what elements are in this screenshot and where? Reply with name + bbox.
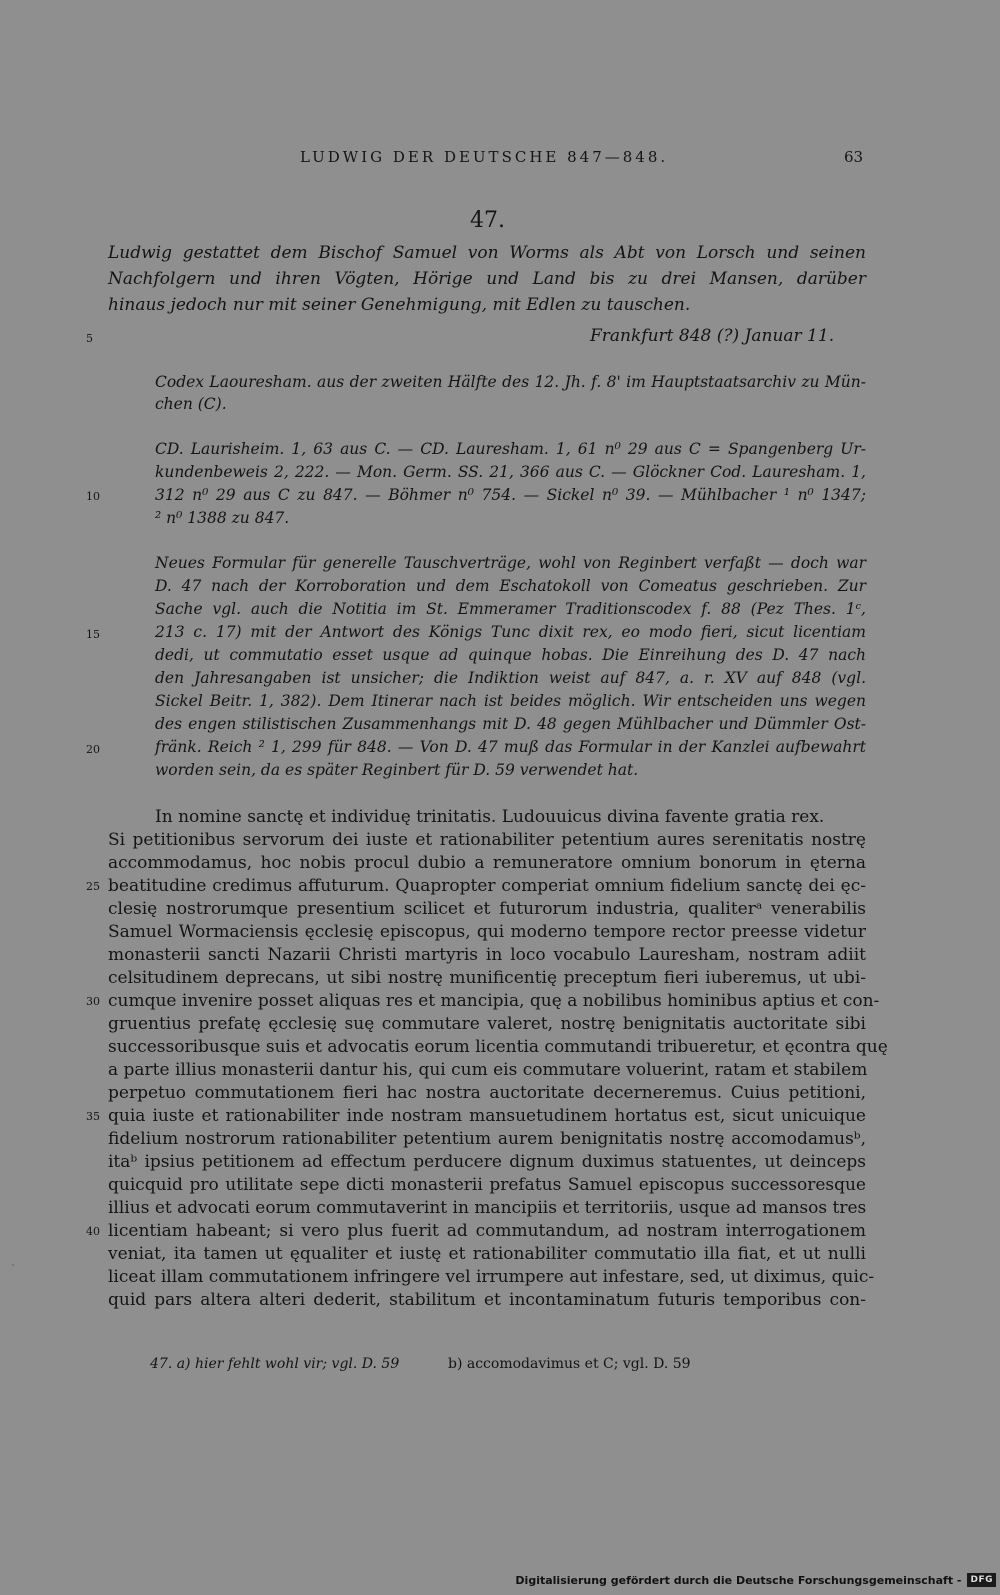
text-line: gruentius prefatę ęcclesię suę commutare valeret, nostrę benignitatis auctoritate sibi bbox=[108, 1014, 866, 1034]
text-line: a parte illius monasterii dantur his, qui cum eis commutare voluerint, ratam et stabilem bbox=[108, 1060, 868, 1080]
dateline: Frankfurt 848 (?) Januar 11. bbox=[590, 326, 835, 346]
commentary-line: dedi, ut commutatio esset usque ad quinque hobas. Die Einreihung des D. 47 nach bbox=[155, 646, 866, 664]
dfg-logo-icon: DFG bbox=[967, 1573, 996, 1587]
text-line: veniat, ita tamen ut ęqualiter et iustę et rationabiliter commutatio illa fiat, et ut nulli bbox=[108, 1244, 866, 1264]
text-line: quia iuste et rationabiliter inde nostram mansuetudinem hortatus est, sicut unicuique bbox=[108, 1106, 866, 1126]
commentary-line: fränk. Reich ² 1, 299 für 848. — Von D. 47 muß das Formular in der Kanzlei aufbewahrt bbox=[155, 738, 866, 756]
text-line: Samuel Wormaciensis ęcclesię episcopus, qui moderno tempore rector preesse videtur bbox=[108, 922, 866, 942]
margin-line-number: 20 bbox=[86, 743, 100, 756]
scan-speck bbox=[12, 1264, 14, 1266]
editions-line: 312 n⁰ 29 aus C zu 847. — Böhmer n⁰ 754. — Sickel n⁰ 39. — Mühlbacher ¹ n⁰ 1347; bbox=[155, 486, 866, 504]
tradition-line: chen (C). bbox=[155, 395, 227, 413]
text-line: quicquid pro utilitate sepe dicti monasterii prefatus Samuel episcopus successoresque bbox=[108, 1175, 866, 1195]
dfg-credit bbox=[515, 1569, 996, 1591]
margin-line-number: 10 bbox=[86, 490, 100, 503]
editions-line: ² n⁰ 1388 zu 847. bbox=[155, 509, 290, 527]
regest-line: hinaus jedoch nur mit seiner Genehmigung, mit Edlen zu tauschen. bbox=[108, 295, 691, 315]
text-line: itaᵇ ipsius petitionem ad effectum perducere dignum duximus statuentes, ut deinceps bbox=[108, 1152, 866, 1172]
margin-line-number: 35 bbox=[86, 1110, 100, 1123]
commentary-line: D. 47 nach der Korroboration und dem Eschatokoll von Comeatus geschrieben. Zur bbox=[155, 577, 866, 595]
page-number: 63 bbox=[844, 148, 864, 166]
text-line: celsitudinem deprecans, ut sibi nostrę munificentię preceptum fieri iuberemus, ut ubi- bbox=[108, 968, 866, 988]
margin-line-number: 40 bbox=[86, 1225, 100, 1238]
margin-line-number: 15 bbox=[86, 628, 100, 641]
text-line: beatitudine credimus affuturum. Quapropter comperiat omnium fidelium sanctę dei ęc- bbox=[108, 876, 866, 896]
margin-line-number: 25 bbox=[86, 880, 100, 893]
text-line: liceat illam commutationem infringere vel irrumpere aut infestare, sed, ut diximus, quic- bbox=[108, 1267, 875, 1287]
commentary-line: des engen stilistischen Zusammenhangs mit D. 48 gegen Mühlbacher und Dümmler Ost- bbox=[155, 715, 866, 733]
regest-line: Ludwig gestattet dem Bischof Samuel von Worms als Abt von Lorsch und seinen bbox=[108, 243, 866, 263]
editions-line: CD. Laurisheim. 1, 63 aus C. — CD. Lauresham. 1, 61 n⁰ 29 aus C = Spangenberg Ur- bbox=[155, 440, 866, 458]
margin-line-number: 5 bbox=[86, 332, 93, 345]
footnote-a: 47. a) hier fehlt wohl vir; vgl. D. 59 bbox=[150, 1356, 400, 1372]
text-line: Si petitionibus servorum dei iuste et rationabiliter petentium aures serenitatis nostrę bbox=[108, 830, 866, 850]
dfg-credit-text: Digitalisierung gefördert durch die Deutsche Forschungsgemeinschaft - bbox=[515, 1573, 962, 1587]
editions-line: kundenbeweis 2, 222. — Mon. Germ. SS. 21, 366 aus C. — Glöckner Cod. Lauresham. 1, bbox=[155, 463, 866, 481]
commentary-line: Sache vgl. auch die Notitia im St. Emmeramer Traditionscodex f. 88 (Pez Thes. 1ᶜ, bbox=[155, 600, 866, 618]
margin-line-number: 30 bbox=[86, 995, 100, 1008]
text-line: In nomine sanctę et individuę trinitatis. Ludouuicus divina favente gratia rex. bbox=[155, 807, 825, 827]
commentary-line: 213 c. 17) mit der Antwort des Königs Tunc dixit rex, eo modo fieri, sicut licentiam bbox=[155, 623, 866, 641]
text-line: successoribusque suis et advocatis eorum licentia commutandi tribueretur, et ęcontra quę bbox=[108, 1037, 888, 1057]
footnote-b: b) accomodavimus et C; vgl. D. 59 bbox=[448, 1356, 691, 1372]
commentary-line: den Jahresangaben ist unsicher; die Indiktion weist auf 847, a. r. XV auf 848 (vgl. bbox=[155, 669, 866, 687]
text-line: accommodamus, hoc nobis procul dubio a remuneratore omnium bonorum in ęterna bbox=[108, 853, 866, 873]
document-number: 47. bbox=[470, 208, 505, 233]
running-header-title: LUDWIG DER DEUTSCHE 847—848. bbox=[300, 148, 669, 166]
text-line: perpetuo commutationem fieri hac nostra auctoritate decerneremus. Cuius petitioni, bbox=[108, 1083, 866, 1103]
regest-line: Nachfolgern und ihren Vögten, Hörige und Land bis zu drei Mansen, darüber bbox=[108, 269, 866, 289]
text-line: fidelium nostrorum rationabiliter petentium aurem benignitatis nostrę accomodamusᵇ, bbox=[108, 1129, 866, 1149]
text-line: licentiam habeant; si vero plus fuerit ad commutandum, ad nostram interrogationem bbox=[108, 1221, 866, 1241]
text-line: illius et advocati eorum commutaverint in mancipiis et territoriis, usque ad mansos tres bbox=[108, 1198, 867, 1218]
text-line: clesię nostrorumque presentium scilicet et futurorum industria, qualiterᵃ venerabilis bbox=[108, 899, 866, 919]
text-line: quid pars altera alteri dederit, stabilitum et incontaminatum futuris temporibus con- bbox=[108, 1290, 866, 1310]
text-line: cumque invenire posset aliquas res et mancipia, quę a nobilibus hominibus aptius et con- bbox=[108, 991, 880, 1011]
tradition-line: Codex Laouresham. aus der zweiten Hälfte des 12. Jh. f. 8' im Hauptstaatsarchiv zu Mün- bbox=[155, 373, 866, 391]
text-line: monasterii sancti Nazarii Christi martyris in loco vocabulo Lauresham, nostram adiit bbox=[108, 945, 866, 965]
commentary-line: Neues Formular für generelle Tauschverträge, wohl von Reginbert verfaßt — doch war bbox=[155, 554, 866, 572]
commentary-line: worden sein, da es später Reginbert für D. 59 verwendet hat. bbox=[155, 761, 639, 779]
commentary-line: Sickel Beitr. 1, 382). Dem Itinerar nach ist beides möglich. Wir entscheiden uns wegen bbox=[155, 692, 866, 710]
